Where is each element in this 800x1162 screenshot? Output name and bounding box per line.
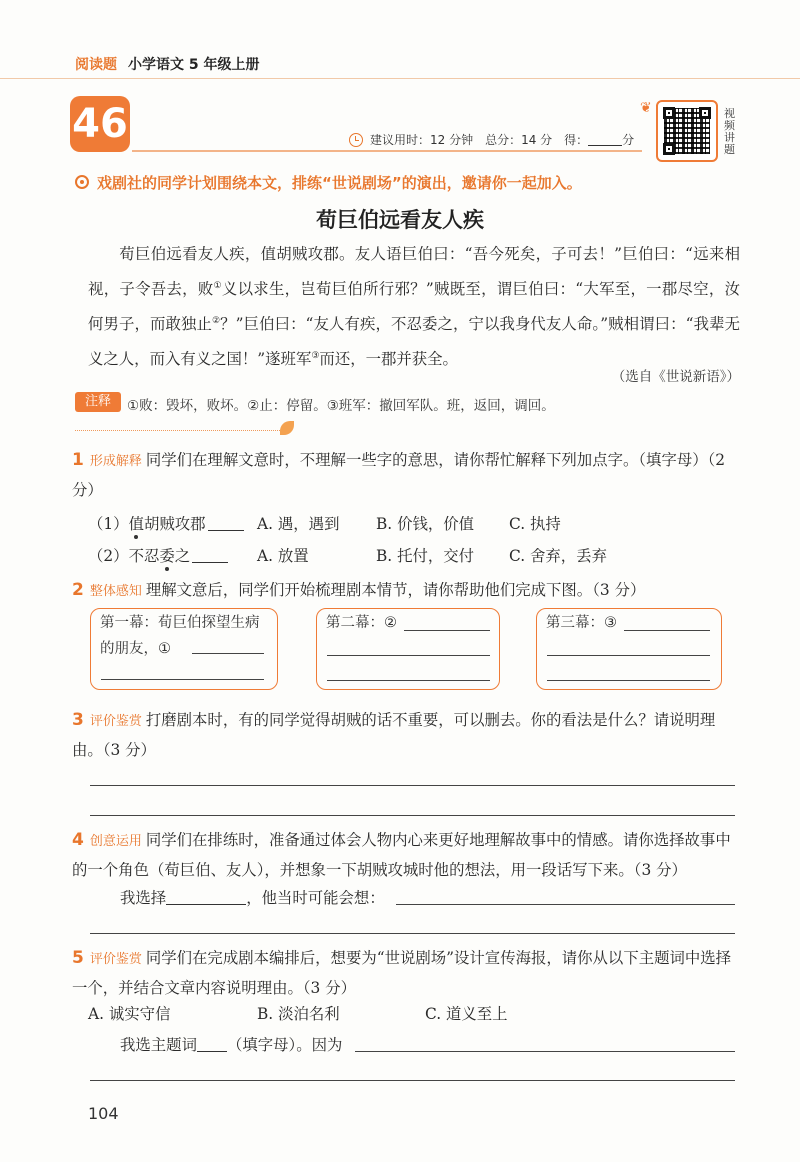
- fill-text: 我选择: [120, 889, 167, 907]
- intro-sentence: 戏剧社的同学计划围绕本文，排练“世说剧场”的演出，邀请你一起加入。: [97, 174, 582, 192]
- question-number: 3: [72, 710, 84, 730]
- passage-body: [88, 238, 740, 375]
- question-number: 5: [72, 948, 84, 968]
- q5-option-a: A. 诚实守信: [88, 1005, 171, 1023]
- answer-line[interactable]: [90, 933, 735, 934]
- question-text: 打磨剧本时，有的同学觉得胡贼的话不重要，可以删去。你的看法是什么？请说明理由。（3 分）: [72, 711, 716, 759]
- question-3: [72, 706, 742, 764]
- answer-line[interactable]: [90, 1080, 735, 1081]
- act-1-label: 第一幕：荀巨伯探望生病的朋友，①: [100, 615, 260, 657]
- answer-line[interactable]: [355, 1051, 735, 1052]
- header-divider: [0, 78, 800, 79]
- passage-source: （选自《世说新语》）: [611, 369, 740, 385]
- act-2-blank[interactable]: [327, 655, 490, 656]
- clock-icon: [349, 133, 363, 147]
- dotted-character: 委: [159, 547, 175, 565]
- question-tag: 创意运用: [89, 834, 142, 849]
- act-2-blank[interactable]: [327, 680, 490, 681]
- passage-part: 而还，一郡并获全。: [319, 350, 458, 369]
- act-3-blank[interactable]: [547, 680, 710, 681]
- notes-tag: 注释: [75, 392, 121, 412]
- passage-part: 义以求生，岂荀巨伯所行邪？”贼既至，谓巨伯曰：“大军至，一郡尽空，汝何男子，而敢独止: [88, 280, 740, 334]
- q5-option-b: B. 淡泊名利: [257, 1005, 340, 1023]
- passage-part: 荀巨伯远看友人疾，值胡贼攻郡。友人语巨伯曰：“吾今死矣，子可去！”巨伯曰：“远来相视，子令吾去，败: [88, 245, 740, 299]
- answer-blank[interactable]: [208, 514, 244, 531]
- act-3-blank[interactable]: [547, 655, 710, 656]
- q1-item-2-option-a: A. 放置: [257, 547, 309, 565]
- q1-item-1-option-b: B. 价钱，价值: [376, 515, 475, 533]
- question-2: [72, 576, 742, 606]
- q5-fill-line: [120, 1033, 342, 1055]
- item-prefix: （2）不忍: [88, 547, 160, 565]
- question-tag: 整体感知: [89, 584, 142, 599]
- qr-finder-icon: [663, 143, 675, 155]
- answer-line[interactable]: [90, 815, 735, 816]
- fill-text: 我选主题词: [120, 1036, 197, 1054]
- act-1-blank[interactable]: [101, 679, 264, 680]
- question-1: [72, 446, 742, 504]
- lesson-number-badge: 46: [70, 96, 130, 152]
- question-number: 1: [72, 450, 84, 470]
- footnote-mark: ①: [213, 281, 222, 291]
- act-2-label: 第二幕：②: [326, 615, 397, 631]
- header-category: 阅读题: [75, 57, 117, 73]
- qr-label: 视频讲题: [724, 107, 735, 156]
- bullet-icon: [75, 175, 89, 189]
- q5-option-c: C. 道义至上: [425, 1005, 508, 1023]
- answer-line[interactable]: [90, 785, 735, 786]
- passage-part: ？”巨伯曰：“友人有疾，不忍委之，宁以我身代友人命。”贼相谓曰：“我辈无义之人，而入有义之国！”遂班军: [88, 315, 740, 369]
- footnote-mark: ③: [311, 351, 320, 362]
- page-number: 104: [88, 1104, 119, 1123]
- q4-fill-line: [120, 886, 385, 908]
- question-text: 理解文意后，同学们开始梳理剧本情节，请你帮助他们完成下图。（3 分）: [145, 581, 646, 599]
- question-tag: 评价鉴赏: [89, 952, 142, 967]
- question-text: 同学们在完成剧本编排后，想要为“世说剧场”设计宣传海报，请你从以下主题词中选择一个，并结合文章内容说明理由。（3 分）: [72, 949, 732, 997]
- dotted-character: 值: [128, 515, 144, 533]
- sprout-icon: ❦: [640, 100, 652, 116]
- notes-text: ①败：毁坏，败坏。②止：停留。③班军：撤回军队。班，返回，调回。: [127, 398, 555, 414]
- time-score-info: [370, 131, 634, 148]
- q1-item-2-option-c: C. 舍弃，丢弃: [509, 547, 607, 565]
- score-blank[interactable]: [588, 133, 622, 146]
- question-4: [72, 826, 742, 884]
- time-score-text: 建议用时：12 分钟 总分：14 分 得：: [370, 133, 589, 147]
- qr-finder-icon: [699, 107, 711, 119]
- dotted-divider: [75, 430, 280, 431]
- act-3-label: 第三幕：③: [546, 615, 617, 631]
- question-5: [72, 944, 742, 1002]
- fill-text: ，他当时可能会想：: [246, 889, 385, 907]
- question-text: 同学们在排练时，准备通过体会人物内心来更好地理解故事中的情感。请你选择故事中的一个角色（荀巨伯、友人），并想象一下胡贼攻城时他的想法，用一段话写下来。（3 分）: [72, 831, 731, 879]
- time-divider: [132, 150, 642, 152]
- act-1-blank[interactable]: [192, 653, 264, 654]
- fill-text: （填字母）。因为: [226, 1036, 343, 1054]
- act-2-blank[interactable]: [404, 630, 490, 631]
- q1-item-1-option-c: C. 执持: [509, 515, 561, 533]
- header-book-title: 小学语文 5 年级上册: [128, 57, 260, 73]
- intro-text: [75, 172, 582, 193]
- q1-item-1: [88, 512, 244, 534]
- question-number: 4: [72, 830, 84, 850]
- item-text: 胡贼攻郡: [143, 515, 206, 533]
- leaf-icon: [280, 421, 294, 435]
- footnote-mark: ②: [211, 316, 221, 327]
- answer-blank[interactable]: [166, 888, 246, 905]
- answer-line[interactable]: [396, 904, 735, 905]
- qr-code[interactable]: [656, 100, 718, 162]
- item-prefix: （1）: [88, 515, 129, 533]
- q1-item-2-option-b: B. 托付，交付: [376, 547, 475, 565]
- item-text: 之: [174, 547, 191, 565]
- act-3-blank[interactable]: [624, 630, 710, 631]
- question-tag: 形成解释: [89, 454, 142, 469]
- answer-blank[interactable]: [197, 1035, 227, 1052]
- qr-finder-icon: [663, 107, 675, 119]
- question-tag: 评价鉴赏: [89, 714, 142, 729]
- answer-blank[interactable]: [192, 546, 228, 563]
- question-number: 2: [72, 580, 84, 600]
- score-unit: 分: [622, 133, 635, 147]
- q1-item-2: [88, 544, 228, 566]
- q1-item-1-option-a: A. 遇，遇到: [257, 515, 340, 533]
- question-text: 同学们在理解文意时，不理解一些字的意思，请你帮忙解释下列加点字。（填字母）（2 分）: [72, 451, 726, 499]
- passage-title: 荀巨伯远看友人疾: [316, 208, 484, 232]
